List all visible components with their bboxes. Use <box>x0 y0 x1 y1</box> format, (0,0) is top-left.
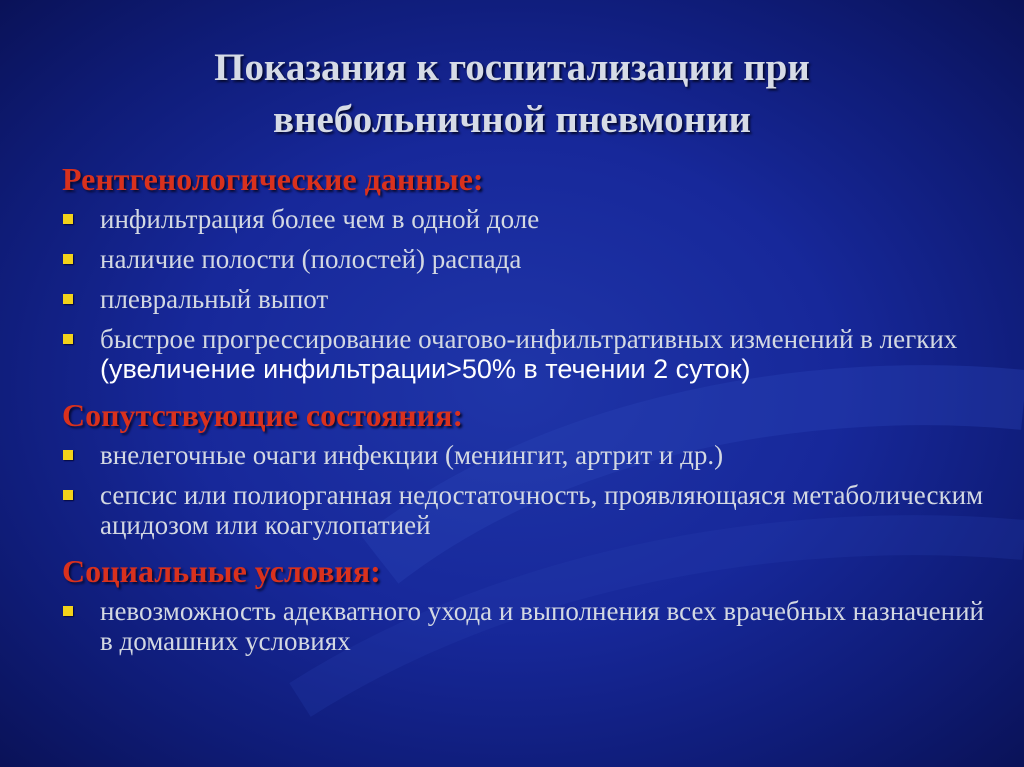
list-item-text: наличие полости (полостей) распада <box>100 244 522 274</box>
square-bullet-icon <box>63 450 73 460</box>
slide-title-line-1: Показания к госпитализации при <box>214 46 810 89</box>
square-bullet-icon <box>63 490 73 500</box>
list-item <box>62 204 992 234</box>
list-item <box>62 284 992 314</box>
slide-content <box>62 158 992 666</box>
list-item <box>62 440 992 470</box>
list-item-emphasis: (увеличение инфильтрации>50% в течении 2 суток) <box>100 354 751 384</box>
list-item-text: сепсис или полиорганная недостаточность, проявляющаяся метаболическим ацидозом или коагулопатией <box>100 480 984 540</box>
section-heading-social: Социальные условия: <box>62 553 381 589</box>
slide-title <box>0 42 1024 146</box>
square-bullet-icon <box>63 254 73 264</box>
square-bullet-icon <box>63 334 73 344</box>
list-item-text: плевральный выпот <box>100 284 329 314</box>
square-bullet-icon <box>63 294 73 304</box>
comorbidities-list <box>62 440 992 540</box>
square-bullet-icon <box>63 606 73 616</box>
social-list <box>62 596 992 656</box>
radiology-list <box>62 204 992 384</box>
section-heading-radiology: Рентгенологические данные: <box>62 161 484 197</box>
square-bullet-icon <box>63 214 73 224</box>
list-item-text: невозможность адекватного ухода и выполнения всех врачебных назначений в домашних условиях <box>100 596 984 656</box>
section-heading-comorbidities: Сопутствующие состояния: <box>62 397 464 433</box>
list-item <box>62 324 992 384</box>
list-item <box>62 244 992 274</box>
list-item-text: инфильтрация более чем в одной доле <box>100 204 540 234</box>
slide-title-line-2: внебольничной пневмонии <box>272 98 752 141</box>
list-item-text: быстрое прогрессирование очагово-инфильтративных изменений в легких <box>100 324 958 354</box>
list-item <box>62 596 992 656</box>
list-item-text: внелегочные очаги инфекции (менингит, артрит и др.) <box>100 440 724 470</box>
list-item <box>62 480 992 540</box>
